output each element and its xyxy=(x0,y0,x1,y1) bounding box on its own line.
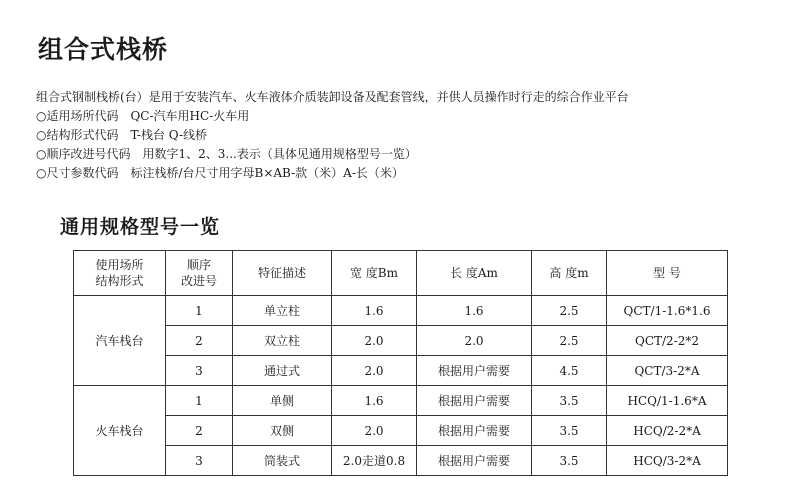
section-title: 通用规格型号一览 xyxy=(60,216,221,238)
table-cell: 通过式 xyxy=(233,356,332,386)
table-row xyxy=(74,416,728,446)
table-cell: 3.5 xyxy=(532,386,607,416)
table-cell: 3.5 xyxy=(532,446,607,476)
column-header: 使用场所 结构形式 xyxy=(74,251,166,296)
table-cell: 单立柱 xyxy=(233,296,332,326)
table-header-row xyxy=(74,251,728,296)
table-cell: 1 xyxy=(166,296,233,326)
table-cell: 2.0 xyxy=(332,356,417,386)
table-cell: 2 xyxy=(166,416,233,446)
table-cell: 4.5 xyxy=(532,356,607,386)
table-row xyxy=(74,386,728,416)
column-header: 宽 度Bm xyxy=(332,251,417,296)
column-header: 高 度m xyxy=(532,251,607,296)
table-cell: 3.5 xyxy=(532,416,607,446)
column-header: 顺序 改进号 xyxy=(166,251,233,296)
table-cell: 2.0 xyxy=(417,326,532,356)
table-cell: 2.0走道0.8 xyxy=(332,446,417,476)
table-cell: 筒装式 xyxy=(233,446,332,476)
page-title: 组合式栈桥 xyxy=(38,35,169,64)
table-cell: 根据用户需要 xyxy=(417,416,532,446)
column-header: 特征描述 xyxy=(233,251,332,296)
table-cell: HCQ/2-2*A xyxy=(607,416,728,446)
table-row xyxy=(74,446,728,476)
intro-line: ○结构形式代码 T-栈台 Q-线桥 xyxy=(36,128,208,142)
column-header: 长 度Am xyxy=(417,251,532,296)
table-cell: 2 xyxy=(166,326,233,356)
intro-line: 组合式钢制栈桥(台）是用于安装汽车、火车液体介质装卸设备及配套管线，并供人员操作时行走的综合作业平台 xyxy=(36,90,629,104)
table-cell: QCT/3-2*A xyxy=(607,356,728,386)
table-cell: QCT/2-2*2 xyxy=(607,326,728,356)
table-cell: 2.0 xyxy=(332,326,417,356)
table-cell: 3 xyxy=(166,446,233,476)
intro-line: ○顺序改进号代码 用数字1、2、3...表示（具体见通用规格型号一览） xyxy=(36,147,417,161)
table-row xyxy=(74,356,728,386)
table-cell: 2.0 xyxy=(332,416,417,446)
spec-table xyxy=(73,250,728,476)
table-cell: 1 xyxy=(166,386,233,416)
table-cell: 1.6 xyxy=(417,296,532,326)
table-row xyxy=(74,296,728,326)
table-cell: 1.6 xyxy=(332,386,417,416)
table-row xyxy=(74,326,728,356)
table-cell: HCQ/1-1.6*A xyxy=(607,386,728,416)
table-cell: HCQ/3-2*A xyxy=(607,446,728,476)
table-cell: 根据用户需要 xyxy=(417,446,532,476)
column-header: 型 号 xyxy=(607,251,728,296)
group-label: 汽车栈台 xyxy=(74,296,166,386)
group-label: 火车栈台 xyxy=(74,386,166,476)
intro-text xyxy=(36,88,629,183)
table-cell: 根据用户需要 xyxy=(417,386,532,416)
table-cell: 双立柱 xyxy=(233,326,332,356)
table-cell: 2.5 xyxy=(532,326,607,356)
table-cell: QCT/1-1.6*1.6 xyxy=(607,296,728,326)
table-cell: 3 xyxy=(166,356,233,386)
table-cell: 双侧 xyxy=(233,416,332,446)
table-cell: 根据用户需要 xyxy=(417,356,532,386)
intro-line: ○适用场所代码 QC-汽车用HC-火车用 xyxy=(36,109,250,123)
table-cell: 1.6 xyxy=(332,296,417,326)
intro-line: ○尺寸参数代码 标注栈桥/台尺寸用字母B×AB-款（米）A-长（米） xyxy=(36,166,404,180)
table-cell: 单侧 xyxy=(233,386,332,416)
table-cell: 2.5 xyxy=(532,296,607,326)
